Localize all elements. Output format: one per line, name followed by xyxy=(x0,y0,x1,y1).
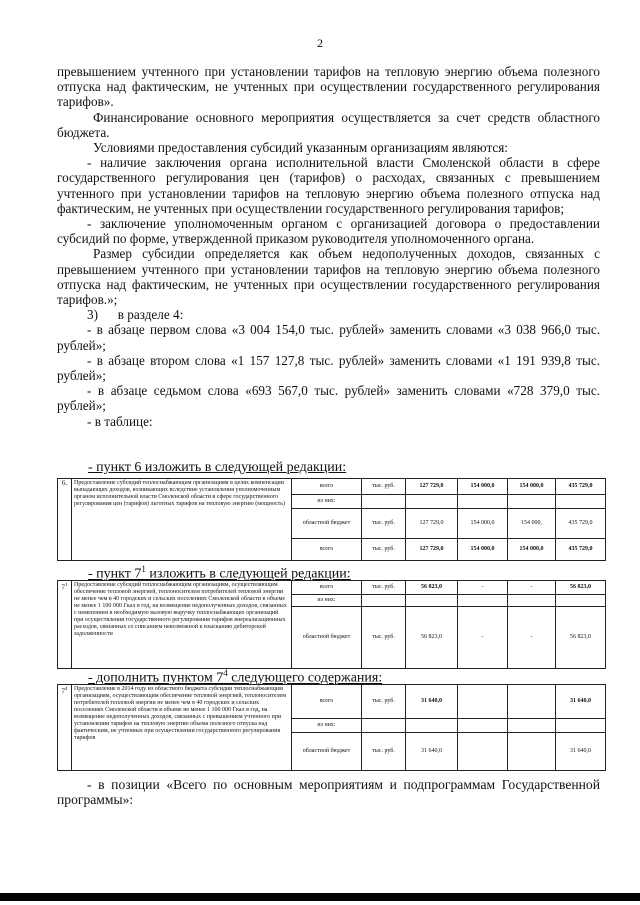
table-item-6 xyxy=(57,478,606,561)
item-number: $7^1$ xyxy=(58,581,72,669)
heading-text-rest: следующего содержания: xyxy=(227,670,383,686)
cell: 56 823,0 xyxy=(406,581,458,595)
list-item: - в позиции «Всего по основным мероприятиям и подпрограммам Государственной программы»: xyxy=(57,777,600,808)
cell: 127 729,0 xyxy=(406,539,458,561)
cell: 127 729,0 xyxy=(406,509,458,539)
cell: всего xyxy=(292,479,362,495)
list-item: - в абзаце седьмом слова «693 567,0 тыс. рублей» заменить словами «728 379,0 тыс. рублей»; xyxy=(57,383,600,414)
list-item: - в абзаце первом слова «3 004 154,0 тыс. рублей» заменить словами «3 038 966,0 тыс. рублей»; xyxy=(57,322,600,353)
heading-text: - дополнить пунктом 7 xyxy=(88,670,224,686)
cell: тыс. руб. xyxy=(362,685,406,719)
cell: всего xyxy=(292,685,362,719)
cell: 154 000,0 xyxy=(458,539,508,561)
cell: тыс. руб. xyxy=(362,479,406,495)
cell: 435 729,0 xyxy=(556,479,606,495)
cell xyxy=(508,733,556,771)
cell: тыс. руб. xyxy=(362,581,406,595)
cell: - xyxy=(508,607,556,669)
cell: 435 729,0 xyxy=(556,539,606,561)
item-description: Предоставление субсидий теплоснабжающим организациям в целях компенсации выпадающих доходов, возникающих вследствие установления уполномоченным органом исполнительной власти Смоленской области в сфере государственного регулирования цен (тарифов) льготных тарифов на тепловую энергию (мощность) xyxy=(72,479,292,561)
cell: тыс. руб. xyxy=(362,539,406,561)
table-row xyxy=(58,479,606,495)
heading-sup: 1 xyxy=(141,564,146,574)
cell: 56 823,0 xyxy=(556,607,606,669)
heading-sup: 4 xyxy=(223,668,228,678)
cell: тыс. руб. xyxy=(362,733,406,771)
paragraph: Размер субсидии определяется как объем недополученных доходов, связанных с превышением учтенного при установлении тарифов на тепловую энергию объема полезного отпуска над фактическим, не учтенных при осуществлении государственного регулирования тарифов.»; xyxy=(57,246,600,308)
list-item: 3) в разделе 4: xyxy=(87,307,184,323)
cell: областной бюджет xyxy=(292,607,362,669)
cell: 31 640,0 xyxy=(406,685,458,719)
paragraph: превышением учтенного при установлении тарифов на тепловую энергию объема полезного отпуска над фактическим, не учтенных при осуществлении государственного регулирования тарифов». xyxy=(57,64,600,110)
cell: областной бюджет xyxy=(292,733,362,771)
cell: областной бюджет xyxy=(292,509,362,539)
list-item: - наличие заключения органа исполнительной власти Смоленской области в сфере государственного регулирования цен (тарифов) о расходах, связанных с превышением учтенного при установлении тарифов на тепловую энергию объема полезного отпуска над фактическим, не учтенных при осуществлении государственного регулирования тарифов; xyxy=(57,155,600,216)
cell: 154 000,0 xyxy=(508,539,556,561)
cell: 127 729,0 xyxy=(406,479,458,495)
cell: из них: xyxy=(292,595,362,607)
cell: - xyxy=(458,581,508,595)
cell: из них: xyxy=(292,495,362,509)
item-description: Предоставление субсидий теплоснабжающим организациям, осуществляющим обеспечение тепловой энергией, теплоносителем потребителей тепловой энергии не менее чем в 40 городских и сельских поселениях Смоленской области в объеме не менее 1 100 000 Гкал в год, на возмещение недополученных доходов, связанных с неявлением в необходимую валовую выручку теплоснабжающих организаций при осуществлении государственного регулирования тарифов внереализационных расходов, связанных со списанием невозможной к взысканию дебиторской задолженности xyxy=(72,581,292,669)
cell: 154 000,0 xyxy=(458,479,508,495)
page-number: 2 xyxy=(317,36,323,50)
cell: 31 640,0 xyxy=(406,733,458,771)
cell: тыс. руб. xyxy=(362,607,406,669)
cell: 435 729,0 xyxy=(556,509,606,539)
body-text-bottom xyxy=(57,777,600,807)
cell xyxy=(508,685,556,719)
list-item: - в таблице: xyxy=(87,413,153,429)
cell: 56 823,0 xyxy=(406,607,458,669)
list-item: - заключение уполномоченным органом с организацией договора о предоставлении субсидий по форме, утвержденной приказом руководителя уполномоченного органа. xyxy=(57,216,600,247)
table-row xyxy=(58,685,606,719)
cell: 154 000, xyxy=(508,509,556,539)
heading-item-6: - пункт 6 изложить в следующей редакции: xyxy=(88,460,347,475)
heading-text: - пункт 7 xyxy=(88,566,142,582)
cell: 154 000,0 xyxy=(508,479,556,495)
cell xyxy=(458,733,508,771)
cell: всего xyxy=(292,581,362,595)
item-number: $7^4$ xyxy=(58,685,72,771)
cell: 56 823,0 xyxy=(556,581,606,595)
list-item: - в абзаце втором слова «1 157 127,8 тыс. рублей» заменить словами «1 191 939,8 тыс. рублей»; xyxy=(57,352,600,384)
scan-border xyxy=(0,893,640,901)
cell: тыс. руб. xyxy=(362,509,406,539)
table-item-7-4 xyxy=(57,684,606,771)
cell xyxy=(458,685,508,719)
cell: 31 640,0 xyxy=(556,685,606,719)
cell: - xyxy=(508,581,556,595)
cell: 31 640,0 xyxy=(556,733,606,771)
item-description: Предоставление в 2014 году из областного бюджета субсидии теплоснабжающим организациям, осуществляющим обеспечение тепловой энергией, теплоносителем потребителей тепловой энергии не менее чем в 40 городских и сельских поселениях Смоленской области в объеме не менее 1 100 000 Гкал в год, на возмещение недополученных доходов, связанных с превышением учтенного при установлении тарифов на тепловую энергию объема полезного отпуска над фактическим, не учтенных при осуществлении государственного регулирования тарифов xyxy=(72,685,292,771)
item-number: 6. xyxy=(58,479,72,561)
paragraph: Условиями предоставления субсидий указанным организациям являются: xyxy=(93,140,508,156)
cell: - xyxy=(458,607,508,669)
cell: 154 000,0 xyxy=(458,509,508,539)
cell: из них: xyxy=(292,719,362,733)
table-row xyxy=(58,581,606,595)
heading-text-rest: изложить в следующей редакции: xyxy=(145,566,351,582)
cell: всего xyxy=(292,539,362,561)
body-text-top xyxy=(57,64,600,429)
table-item-7-1 xyxy=(57,580,606,669)
paragraph: Финансирование основного мероприятия осуществляется за счет средств областного бюджета. xyxy=(57,109,600,140)
